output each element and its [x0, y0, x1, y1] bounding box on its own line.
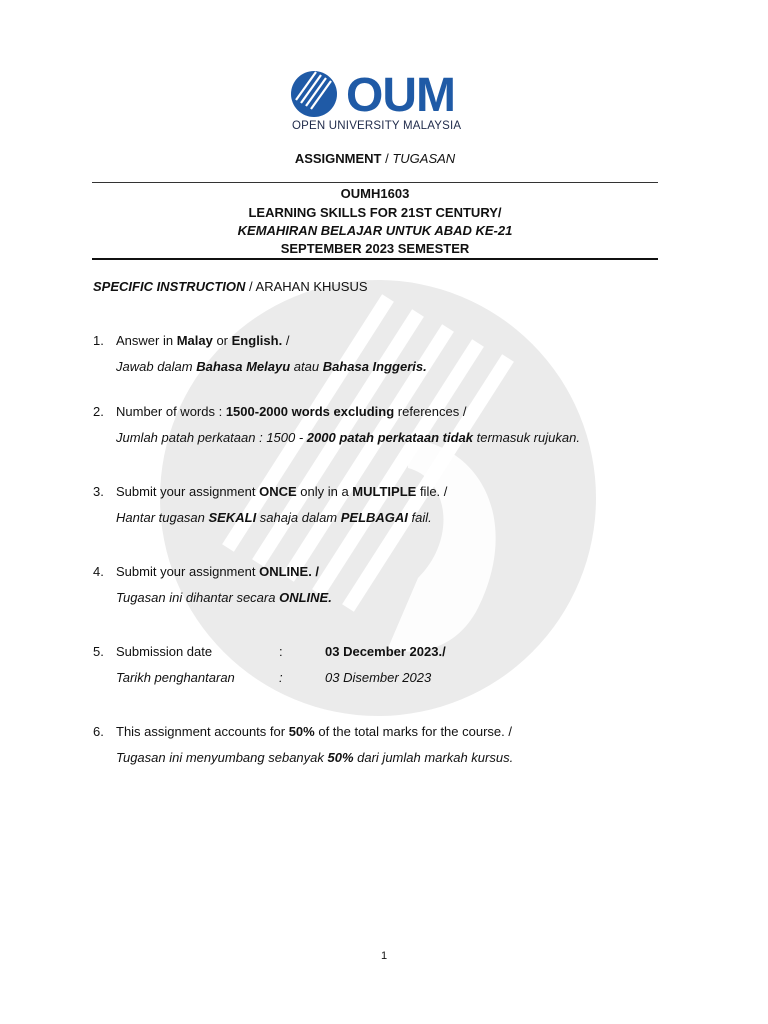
- assignment-label-en: ASSIGNMENT: [294, 151, 382, 166]
- item-text-my: [116, 430, 580, 445]
- item-en-run: 1500-2000 words excluding: [225, 404, 395, 419]
- item-number: 4.: [93, 564, 104, 579]
- item-my-run: sahaja dalam: [256, 510, 341, 525]
- item-en-run: Number of words :: [116, 404, 226, 419]
- oum-globe-icon: [290, 70, 346, 118]
- header-divider-top: [92, 182, 658, 183]
- item-en-run: This assignment accounts for: [116, 724, 289, 739]
- instruction-title-sep: /: [245, 279, 256, 294]
- item-my-run: PELBAGAI: [340, 510, 408, 525]
- course-code: OUMH1603: [340, 186, 410, 201]
- item-text-en: [116, 333, 289, 348]
- item-my-run: Jumlah patah perkataan : 1500 -: [116, 430, 307, 445]
- instruction-title: [93, 279, 368, 294]
- item-my-run: ONLINE.: [279, 590, 332, 605]
- item-en-run: ONCE: [259, 484, 297, 499]
- item-en-run: Submit your assignment: [116, 564, 260, 579]
- item-number: 5.: [93, 644, 104, 659]
- page-number: 1: [380, 950, 388, 962]
- item-en-run: Malay: [176, 333, 213, 348]
- submission-date-label: Submission date: [116, 644, 213, 659]
- header-divider-bottom: [92, 258, 658, 260]
- assignment-heading: [90, 151, 660, 166]
- item-my-run: fail.: [407, 510, 432, 525]
- item-text-my: [116, 510, 432, 525]
- item-my-run: 2000 patah perkataan tidak: [306, 430, 473, 445]
- item-text-en: [116, 484, 447, 499]
- item-en-run: or: [212, 333, 232, 348]
- item-en-run: references /: [394, 404, 467, 419]
- item-number: 1.: [93, 333, 104, 348]
- instruction-title-en: SPECIFIC INSTRUCTION: [93, 279, 246, 294]
- item-my-run: atau: [290, 359, 323, 374]
- submission-date-colon: :: [279, 644, 283, 659]
- item-my-run: Bahasa Melayu: [196, 359, 291, 374]
- semester: SEPTEMBER 2023 SEMESTER: [280, 241, 470, 256]
- tarikh-label: Tarikh penghantaran: [116, 670, 235, 685]
- item-my-run: Tugasan ini dihantar secara: [116, 590, 280, 605]
- instruction-title-my: ARAHAN KHUSUS: [255, 279, 368, 294]
- assignment-sep: /: [381, 151, 393, 166]
- course-title-my: KEMAHIRAN BELAJAR UNTUK ABAD KE-21: [237, 223, 513, 238]
- item-my-run: Hantar tugasan: [116, 510, 209, 525]
- item-en-run: ONLINE. /: [259, 564, 320, 579]
- item-number: 3.: [93, 484, 104, 499]
- submission-date-value: 03 December 2023./: [325, 644, 446, 659]
- oum-logo: [290, 70, 480, 138]
- item-en-run: file. /: [416, 484, 448, 499]
- assignment-label-my: TUGASAN: [392, 151, 456, 166]
- item-en-run: MULTIPLE: [352, 484, 417, 499]
- item-my-run: 50%: [327, 750, 354, 765]
- item-text-en: [116, 724, 512, 739]
- item-en-run: Submit your assignment: [116, 484, 260, 499]
- item-my-run: Jawab dalam: [116, 359, 197, 374]
- item-en-run: English.: [231, 333, 283, 348]
- item-my-run: SEKALI: [208, 510, 257, 525]
- item-number: 6.: [93, 724, 104, 739]
- item-my-run: Bahasa Inggeris.: [322, 359, 427, 374]
- item-en-run: of the total marks for the course. /: [314, 724, 512, 739]
- item-en-run: Answer in: [116, 333, 177, 348]
- item-my-run: termasuk rujukan.: [473, 430, 580, 445]
- item-my-run: Tugasan ini menyumbang sebanyak: [116, 750, 328, 765]
- item-en-run: 50%: [288, 724, 315, 739]
- item-text-my: [116, 359, 427, 374]
- tarikh-value: 03 Disember 2023: [325, 670, 432, 685]
- logo-wordmark: OUM: [346, 69, 455, 122]
- item-text-my: [116, 590, 332, 605]
- item-text-en: [116, 404, 466, 419]
- tarikh-colon: :: [279, 670, 283, 685]
- item-number: 2.: [93, 404, 104, 419]
- item-text-my: [116, 750, 513, 765]
- item-text-en: [116, 564, 319, 579]
- item-my-run: dari jumlah markah kursus.: [353, 750, 514, 765]
- item-en-run: only in a: [296, 484, 353, 499]
- logo-subtitle: OPEN UNIVERSITY MALAYSIA: [292, 120, 462, 132]
- course-title-en: LEARNING SKILLS FOR 21ST CENTURY/: [248, 205, 502, 220]
- item-en-run: /: [282, 333, 290, 348]
